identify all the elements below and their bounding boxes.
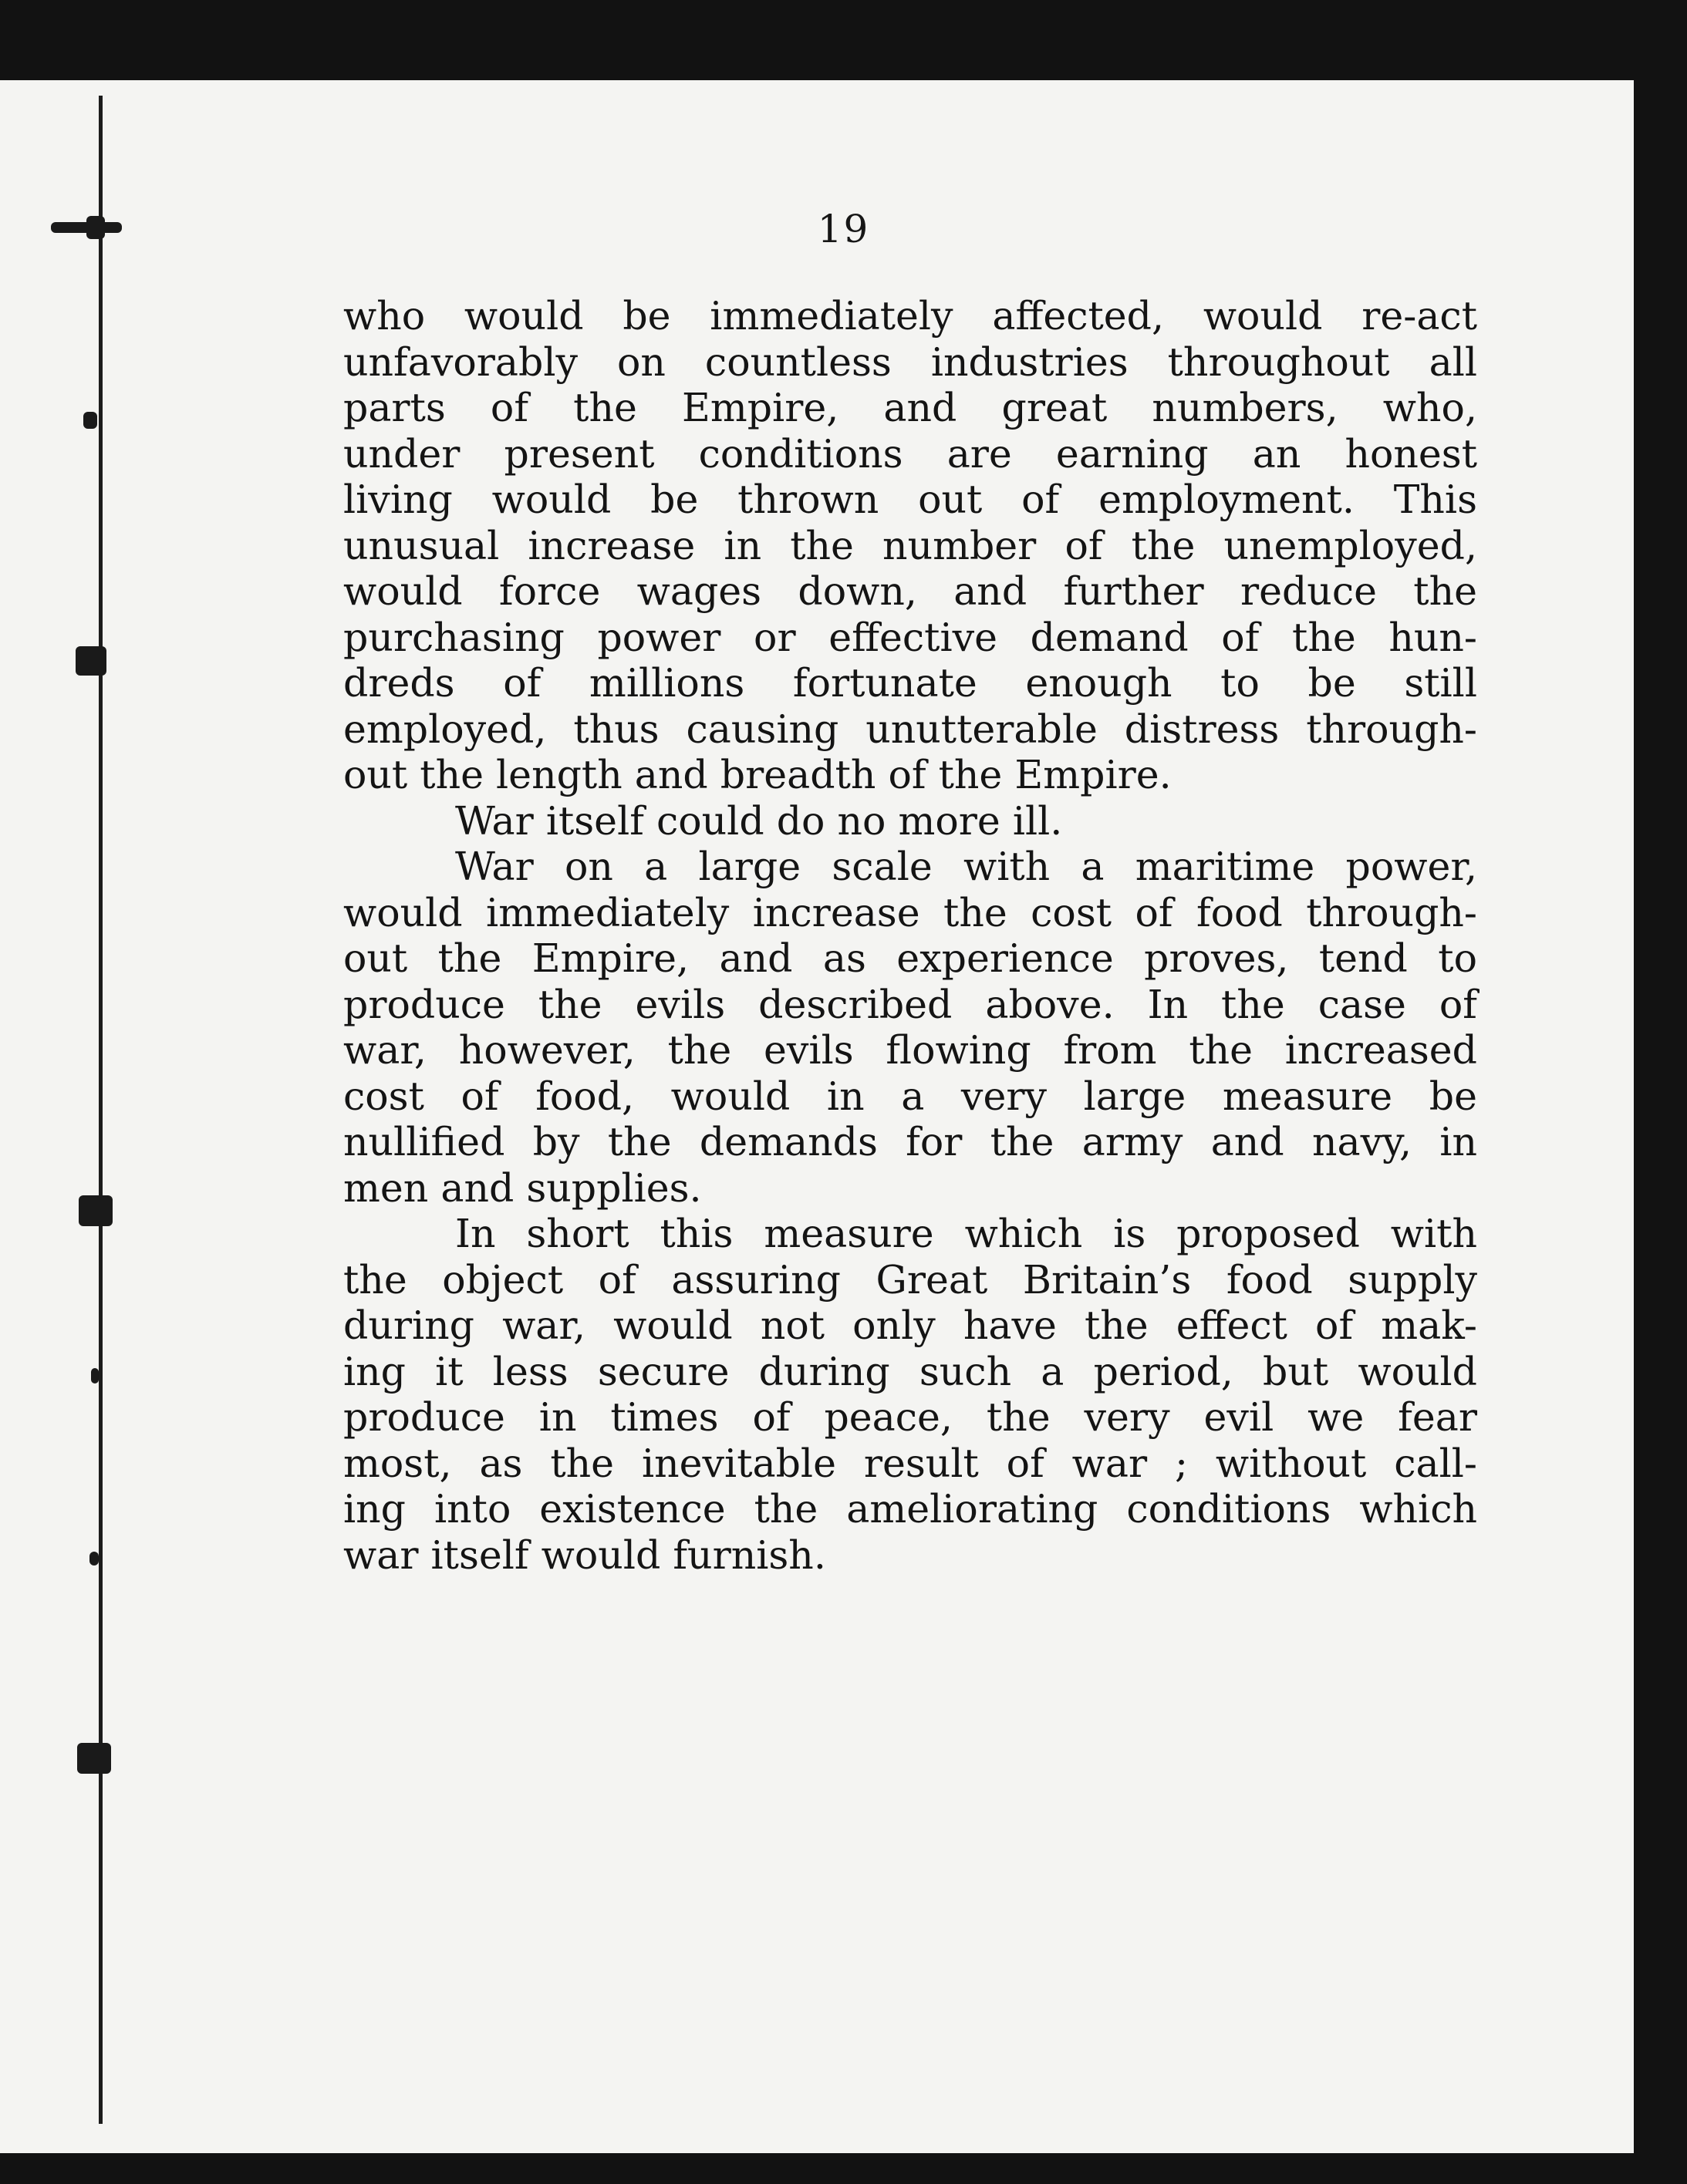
text-line: would force wages down, and further reduce the [343,568,1477,614]
text-line: ing it less secure during such a period, but would [343,1348,1477,1394]
text-line: who would be immediately affected, would re-act [343,293,1477,339]
binding-line [99,96,103,2124]
text-line: produce in times of peace, the very evil we fear [343,1394,1477,1440]
text-line: parts of the Empire, and great numbers, who, [343,385,1477,430]
text-line: War itself could do no more ill. [455,797,1063,844]
binding-stitch [77,1743,111,1774]
text-line: produce the evils described above. In the case of [343,981,1477,1027]
binding-stitch [91,1368,99,1384]
text-line: dreds of millions fortunate enough to be still [343,660,1477,706]
text-line: unusual increase in the number of the unemployed, [343,522,1477,568]
text-line: ing into existence the ameliorating conditions which [343,1486,1477,1532]
binding-stitch [76,646,106,676]
text-line: War on a large scale with a maritime power, [455,844,1477,889]
text-line: the object of assuring Great Britain’s food supply [343,1256,1477,1303]
text-line: nullified by the demands for the army and navy, in [343,1119,1477,1164]
text-line: unfavorably on countless industries throughout all [343,339,1477,385]
binding-stitch [83,412,97,429]
binding-stitch [79,1195,113,1226]
text-line: In short this measure which is proposed with [455,1211,1477,1256]
text-line: men and supplies. [343,1164,702,1211]
text-line: out the length and breadth of the Empire. [343,752,1172,797]
text-line: out the Empire, and as experience proves, tend to [343,935,1477,981]
text-line: purchasing power or effective demand of the hun- [343,614,1477,660]
text-line: living would be thrown out of employment. This [343,477,1477,522]
text-line: under present conditions are earning an honest [343,430,1477,477]
text-line: during war, would not only have the effect of mak- [343,1303,1477,1348]
text-line: employed, thus causing unutterable distress through- [343,706,1477,752]
text-line: most, as the inevitable result of war ; without call- [343,1440,1477,1486]
page-number: 19 [817,207,870,251]
text-line: cost of food, would in a very large measure be [343,1073,1477,1119]
text-line: war, however, the evils flowing from the increased [343,1027,1477,1073]
binding-stitch [89,1552,99,1566]
body-text [343,293,1477,1578]
text-line: war itself would furnish. [343,1532,826,1578]
text-line: would immediately increase the cost of food through- [343,889,1477,935]
